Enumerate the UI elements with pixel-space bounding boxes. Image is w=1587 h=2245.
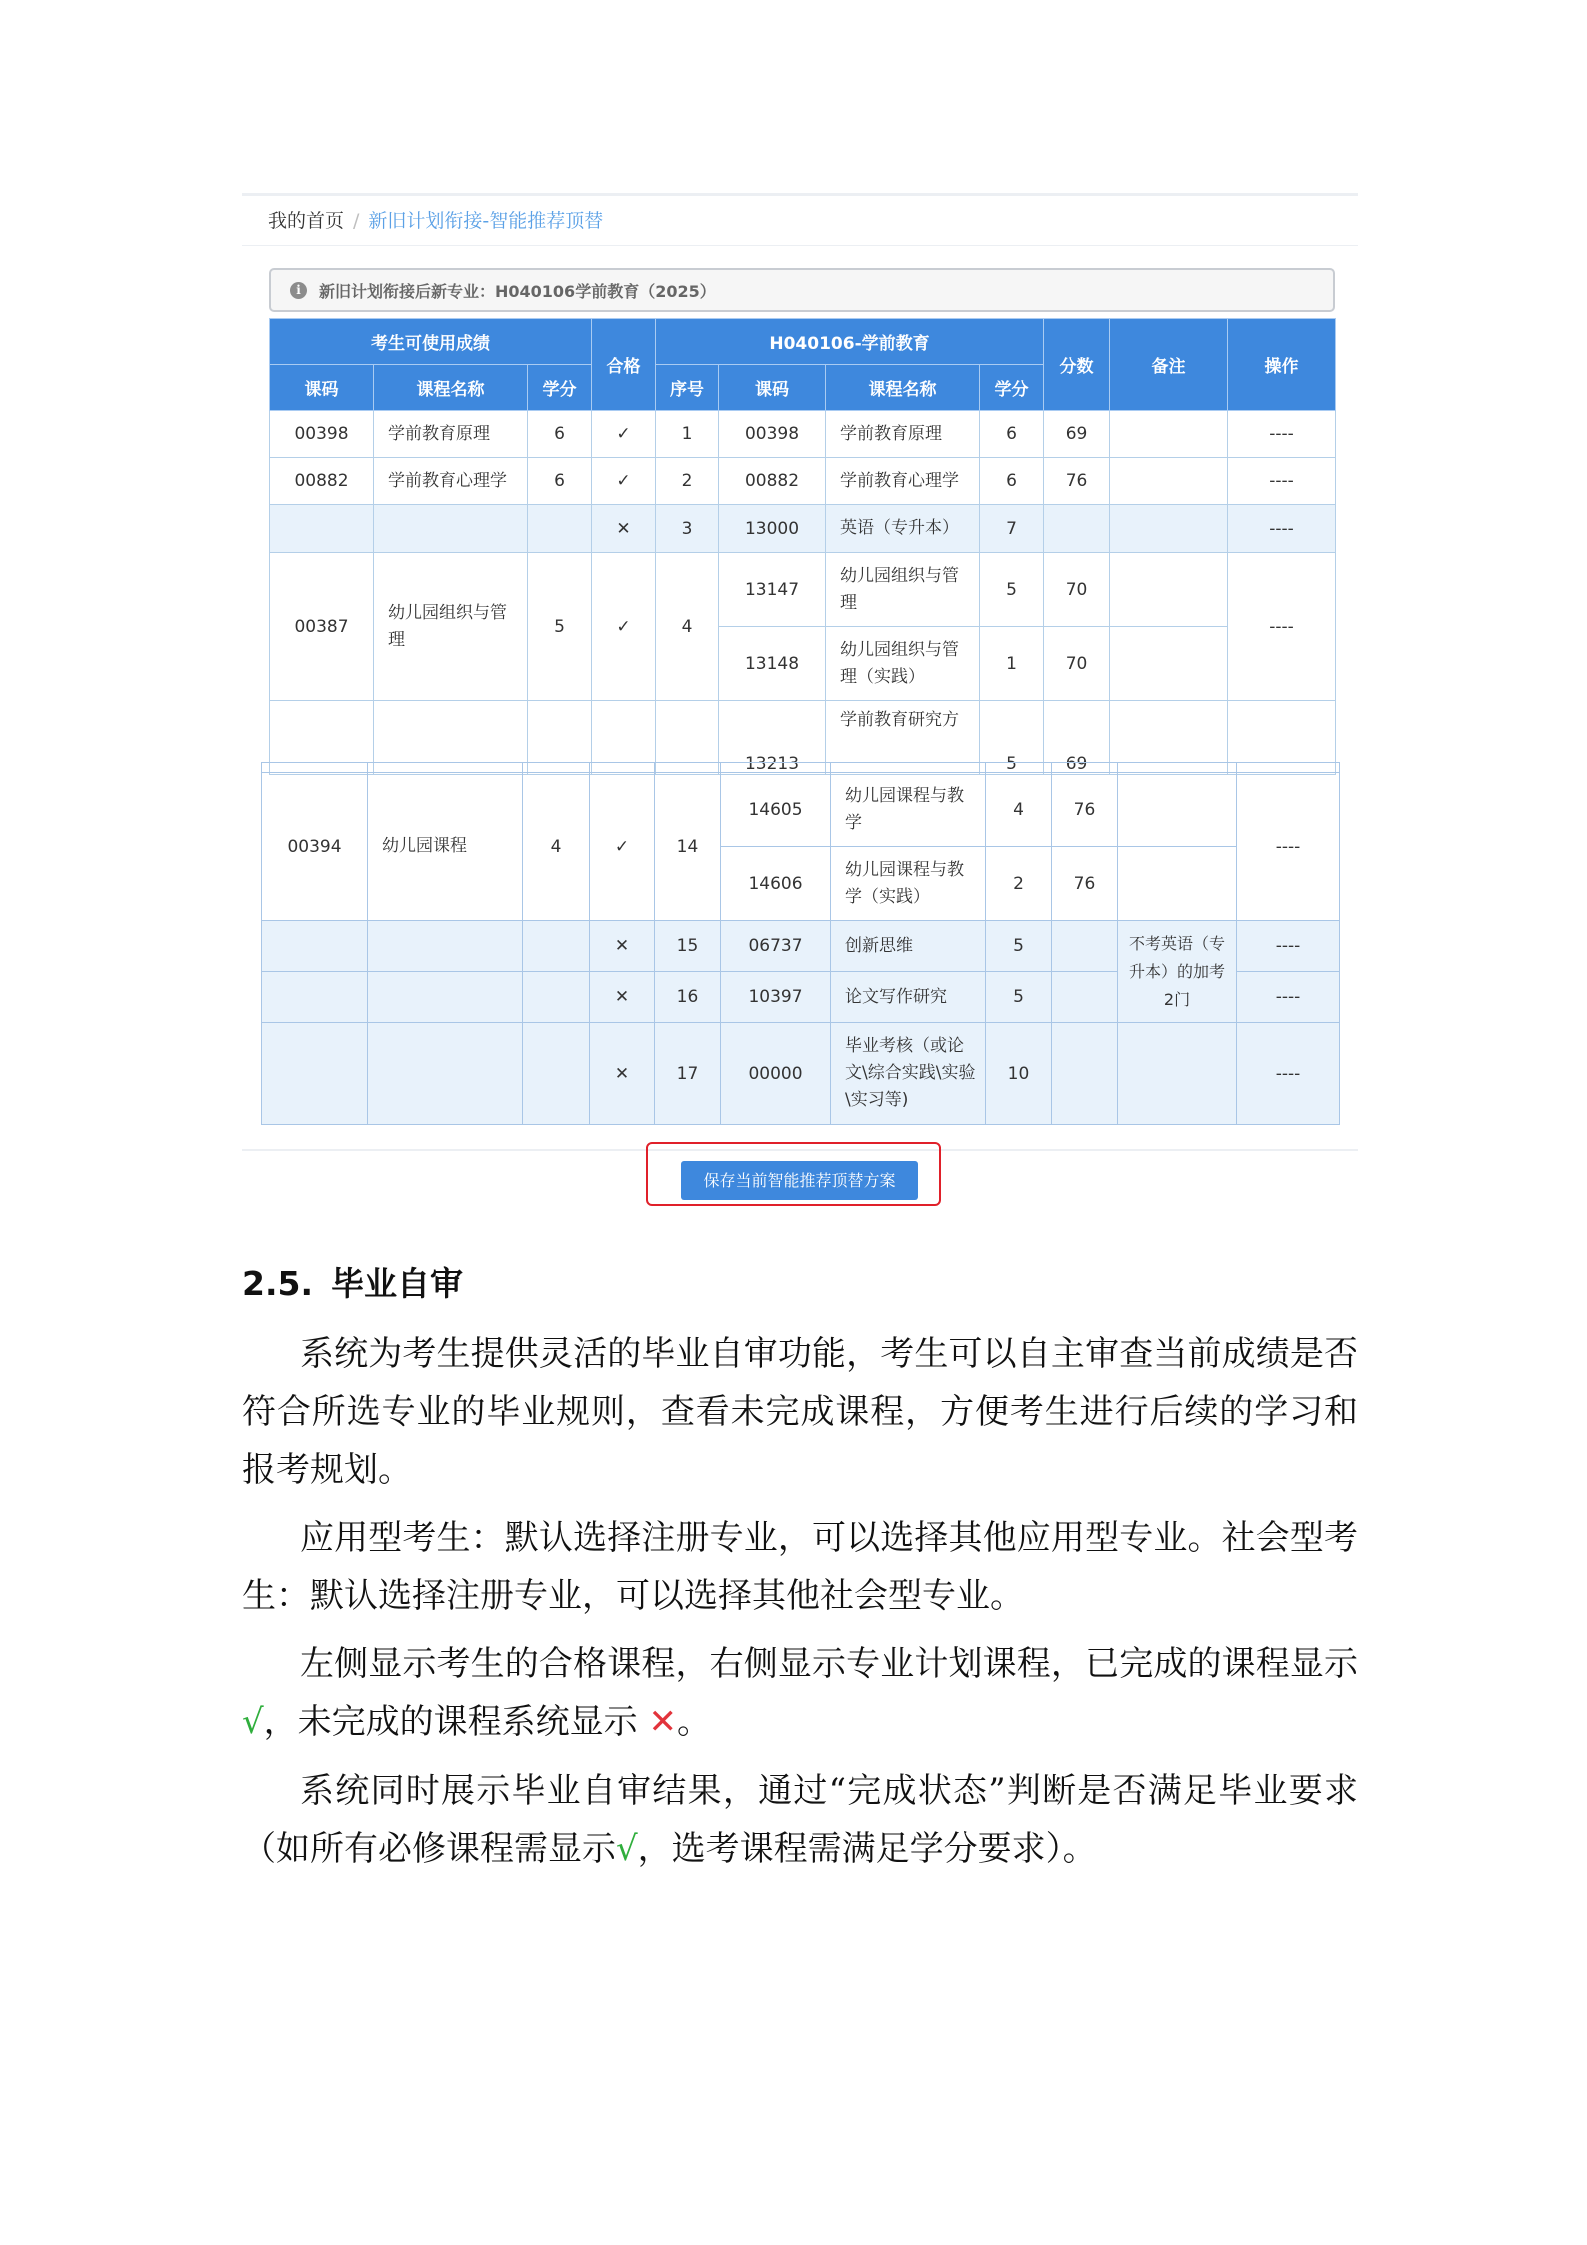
cell-remark — [1110, 411, 1228, 458]
check-icon: ✓ — [592, 458, 656, 505]
cell-new-code: 13148 — [719, 627, 826, 701]
merged-remark: 不考英语（专升本）的加考2门 — [1118, 921, 1237, 1023]
cell-new-name: 学前教育原理 — [826, 411, 980, 458]
course-table-bottom — [261, 762, 1339, 1126]
cell-new-credit: 7 — [980, 505, 1044, 553]
cell-seq: 1 — [656, 411, 719, 458]
cell-new-credit: 1 — [980, 627, 1044, 701]
cell-code — [270, 505, 374, 553]
cell-new-code: 00882 — [719, 458, 826, 505]
breadcrumb-current: 新旧计划衔接-智能推荐顶替 — [368, 210, 604, 232]
paragraph-1: 系统为考生提供灵活的毕业自审功能，考生可以自主审查当前成绩是否符合所选专业的毕业规则，查看未完成课程，方便考生进行后续的学习和报考规划。 — [242, 1334, 1358, 1490]
cell-seq: 2 — [656, 458, 719, 505]
cell-new-credit: 5 — [980, 701, 1044, 775]
cell-new-code: 13000 — [719, 505, 826, 553]
header-name2: 课程名称 — [826, 365, 980, 411]
cell-new-code: 13213 — [719, 701, 826, 775]
cell-score: 69 — [1044, 411, 1110, 458]
action-link[interactable]: ---- — [1228, 505, 1336, 553]
cell-seq: 4 — [656, 553, 719, 701]
major-notice-bar — [269, 268, 1335, 312]
cell-new-credit: 6 — [980, 411, 1044, 458]
cell-score — [1052, 1023, 1118, 1125]
action-link[interactable]: ---- — [1237, 773, 1340, 921]
cell-new-credit: 5 — [980, 553, 1044, 627]
paragraph-4-text-a: 系统同时展示毕业自审结果，通过“完成状态”判断是否满足毕业要求（如所有必修课程需显示 — [242, 1771, 1358, 1869]
breadcrumb-separator: / — [353, 210, 360, 232]
action-link[interactable]: ---- — [1228, 553, 1336, 701]
cell-score: 76 — [1052, 847, 1118, 921]
cell-name — [368, 972, 523, 1023]
cell-new-credit: 6 — [980, 458, 1044, 505]
save-plan-button[interactable]: 保存当前智能推荐顶替方案 — [681, 1161, 918, 1200]
table-row — [270, 411, 1336, 458]
paragraph-3 — [242, 1635, 1358, 1751]
cell-new-code: 14606 — [721, 847, 831, 921]
cell-seq: 17 — [655, 1023, 721, 1125]
cell-new-credit: 4 — [986, 773, 1052, 847]
cell-credit — [523, 921, 590, 972]
info-icon: i — [290, 282, 307, 299]
breadcrumb-divider — [242, 245, 1358, 246]
cross-icon: ✕ — [590, 921, 655, 972]
cell-new-credit: 2 — [986, 847, 1052, 921]
cell-name — [374, 505, 528, 553]
cell-code: 00398 — [270, 411, 374, 458]
section-heading — [242, 1262, 463, 1306]
cell-remark — [1110, 458, 1228, 505]
cell-seq: 3 — [656, 505, 719, 553]
cell-code — [262, 921, 368, 972]
cell-remark — [1118, 847, 1237, 921]
cell-new-code: 06737 — [721, 921, 831, 972]
cell-new-credit: 10 — [986, 1023, 1052, 1125]
cell-name: 幼儿园课程 — [368, 773, 523, 921]
cell-new-code: 00000 — [721, 1023, 831, 1125]
check-icon: ✓ — [592, 411, 656, 458]
cross-icon: ✕ — [590, 1023, 655, 1125]
cell-new-name: 幼儿园课程与教学 — [831, 773, 986, 847]
header-seq: 序号 — [656, 365, 719, 411]
panel-top-divider — [242, 193, 1358, 196]
cell-remark — [1110, 553, 1228, 627]
header-major-plan: H040106-学前教育 — [656, 319, 1044, 365]
cell-remark — [1110, 505, 1228, 553]
header-name: 课程名称 — [374, 365, 528, 411]
table-row-partial — [262, 763, 1340, 773]
cell-score — [1052, 921, 1118, 972]
cell-new-code: 13147 — [719, 553, 826, 627]
cell-new-name: 学前教育研究方 — [826, 701, 980, 775]
cell-name: 学前教育心理学 — [374, 458, 528, 505]
cell-new-name: 英语（专升本） — [826, 505, 980, 553]
cell-seq: 15 — [655, 921, 721, 972]
cell-remark — [1110, 627, 1228, 701]
table-row — [262, 1023, 1340, 1125]
paragraph-3-text-b: ，未完成的课程系统显示 — [263, 1702, 638, 1742]
cell-new-name: 学前教育心理学 — [826, 458, 980, 505]
cell-new-code: 00398 — [719, 411, 826, 458]
cross-icon: ✕ — [648, 1702, 677, 1742]
notice-text: 新旧计划衔接后新专业：H040106学前教育（2025） — [319, 281, 716, 301]
cell-code: 00394 — [262, 773, 368, 921]
header-credit: 学分 — [528, 365, 592, 411]
cell-credit — [528, 505, 592, 553]
paragraph-3-text-a: 左侧显示考生的合格课程，右侧显示专业计划课程，已完成的课程显示 — [300, 1644, 1358, 1684]
action-link[interactable]: ---- — [1237, 921, 1340, 972]
check-icon: √ — [242, 1702, 264, 1742]
section-number: 2.5. — [242, 1264, 313, 1303]
paragraph-4-text-b: ，选考课程需满足学分要求）。 — [637, 1829, 1097, 1869]
header-usable-scores: 考生可使用成绩 — [270, 319, 592, 365]
cell-name: 学前教育原理 — [374, 411, 528, 458]
cell-credit: 6 — [528, 411, 592, 458]
cell-score — [1052, 972, 1118, 1023]
table-row — [262, 773, 1340, 847]
paragraph-2: 应用型考生：默认选择注册专业，可以选择其他应用型专业。社会型考生：默认选择注册专业，可以选择其他社会型专业。 — [242, 1518, 1358, 1616]
header-credit2: 学分 — [980, 365, 1044, 411]
cell-new-name: 幼儿园组织与管理 — [826, 553, 980, 627]
table-row — [270, 505, 1336, 553]
cell-seq: 16 — [655, 972, 721, 1023]
header-code2: 课码 — [719, 365, 826, 411]
header-score: 分数 — [1044, 319, 1110, 411]
cell-credit: 6 — [528, 458, 592, 505]
cell-remark — [1118, 1023, 1237, 1125]
section-title: 毕业自审 — [331, 1264, 463, 1303]
breadcrumb-home-link[interactable]: 我的首页 — [268, 210, 345, 232]
cell-name — [368, 921, 523, 972]
table-row — [270, 458, 1336, 505]
cell-score — [1044, 505, 1110, 553]
course-table-top — [269, 318, 1335, 774]
header-pass: 合格 — [592, 319, 656, 411]
cell-credit: 4 — [523, 773, 590, 921]
action-link[interactable]: ---- — [1228, 458, 1336, 505]
header-remark: 备注 — [1110, 319, 1228, 411]
cell-new-credit: 5 — [986, 972, 1052, 1023]
cell-name — [368, 1023, 523, 1125]
cell-new-name: 幼儿园组织与管理（实践） — [826, 627, 980, 701]
cell-code — [262, 972, 368, 1023]
cell-code: 00882 — [270, 458, 374, 505]
check-icon: ✓ — [592, 553, 656, 701]
paragraph-4 — [242, 1762, 1358, 1878]
check-icon: √ — [616, 1829, 638, 1869]
cell-score: 76 — [1044, 458, 1110, 505]
cell-score: 76 — [1052, 773, 1118, 847]
paragraph-3-text-c: 。 — [676, 1702, 711, 1742]
cell-new-code: 10397 — [721, 972, 831, 1023]
cross-icon: ✕ — [592, 505, 656, 553]
table-row — [262, 921, 1340, 972]
cell-new-name: 幼儿园课程与教学（实践） — [831, 847, 986, 921]
cell-score: 69 — [1044, 701, 1110, 775]
cell-new-name: 创新思维 — [831, 921, 986, 972]
action-link[interactable]: ---- — [1228, 411, 1336, 458]
cell-seq: 14 — [655, 773, 721, 921]
cell-new-credit: 5 — [986, 921, 1052, 972]
cell-new-code: 14605 — [721, 773, 831, 847]
action-link[interactable]: ---- — [1237, 972, 1340, 1023]
cell-score: 70 — [1044, 553, 1110, 627]
cell-credit — [523, 972, 590, 1023]
cross-icon: ✕ — [590, 972, 655, 1023]
cell-credit — [523, 1023, 590, 1125]
breadcrumb — [268, 207, 603, 235]
cell-new-name: 论文写作研究 — [831, 972, 986, 1023]
cell-code: 00387 — [270, 553, 374, 701]
check-icon: ✓ — [590, 773, 655, 921]
header-action: 操作 — [1228, 319, 1336, 411]
cell-code — [262, 1023, 368, 1125]
cell-remark — [1118, 773, 1237, 847]
header-code: 课码 — [270, 365, 374, 411]
cell-score: 70 — [1044, 627, 1110, 701]
cell-credit: 5 — [528, 553, 592, 701]
table-row — [270, 553, 1336, 627]
cell-new-name: 毕业考核（或论文\综合实践\实验\实习等) — [831, 1023, 986, 1125]
cell-name: 幼儿园组织与管理 — [374, 553, 528, 701]
action-link[interactable]: ---- — [1237, 1023, 1340, 1125]
